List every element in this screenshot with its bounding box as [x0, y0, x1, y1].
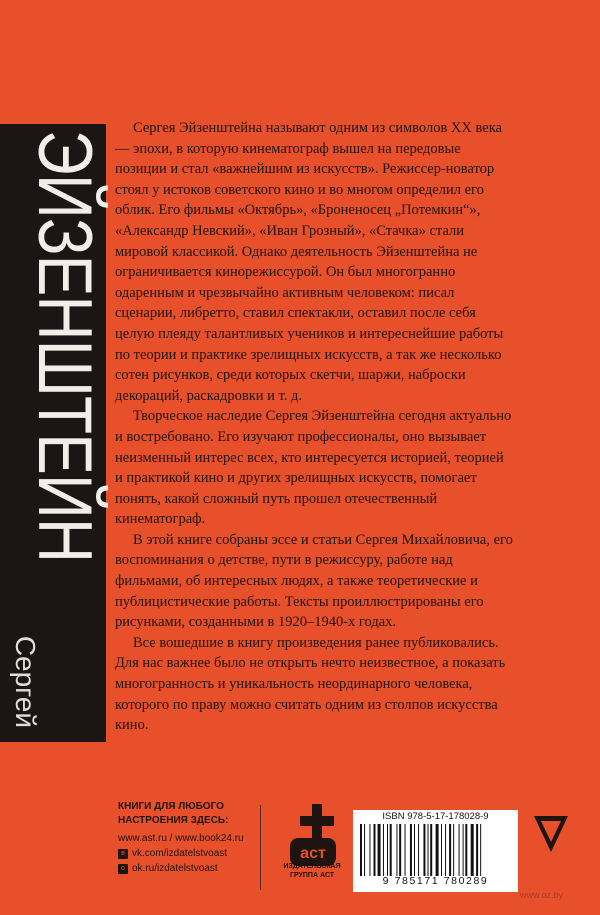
- barcode-bar: [374, 824, 376, 876]
- barcode-bar: [465, 824, 467, 876]
- barcode-bar: [441, 824, 442, 876]
- barcode-bar: [471, 824, 474, 876]
- barcode-bar: [430, 824, 432, 876]
- spine-title-block: [0, 124, 106, 742]
- barcode-bar: [414, 824, 415, 876]
- vk-link-text: vk.com/izdatelstvoast: [132, 848, 228, 859]
- age-rating-badge: [528, 810, 574, 856]
- spine-panel: [0, 124, 106, 742]
- spine-surname: ЭЙЗЕНШТЕЙН: [22, 130, 107, 563]
- barcode-bar: [390, 824, 392, 876]
- barcode-bar: [405, 824, 406, 876]
- barcode-bar: [410, 824, 412, 876]
- watermark: www.oz.by: [520, 890, 564, 900]
- ast-logo-text: аст: [300, 845, 326, 862]
- book-description: [115, 118, 515, 736]
- ast-logo-icon: [278, 800, 348, 900]
- barcode-bar: [449, 824, 451, 876]
- barcode-bar: [476, 824, 478, 876]
- barcode-bar: [383, 824, 384, 876]
- barcode-bar: [453, 824, 454, 876]
- barcode-bar: [378, 824, 381, 876]
- barcode-bar: [396, 824, 397, 876]
- barcode-bar: [459, 824, 460, 876]
- barcode-bar: [369, 824, 370, 876]
- barcode-bar: [480, 824, 481, 876]
- barcode-bar: [463, 824, 464, 876]
- description-paragraph: Творческое наследие Сергея Эйзенштейна сегодня актуально и востребовано. Его изучают профессионалы, оно вызывает неизменный интерес всех, кто интересуется историей, теорией и практикой кино и других зрелищных искусств, помогает понять, какой сложный путь прошел отечественный кинематограф.: [115, 408, 512, 528]
- publisher-caption-line2: ГРУППА АСТ: [290, 872, 334, 879]
- publisher-caption: [272, 862, 352, 880]
- vk-link[interactable]: [118, 846, 268, 861]
- barcode-bar: [436, 824, 439, 876]
- ok-icon: о: [118, 864, 128, 874]
- website-links[interactable]: www.ast.ru / www.book24.ru: [118, 833, 244, 844]
- description-paragraph: Все вошедшие в книгу произведения ранее публиковались. Для нас важнее было не открыть нечто неизвестное, а показать многогранность и уникальность неординарного человека, которого по праву можно считать одним из столпов искусства кино.: [115, 634, 506, 734]
- barcode-bar: [445, 824, 446, 876]
- promo-title-line2: НАСТРОЕНИЯ ЗДЕСЬ:: [118, 815, 229, 826]
- publisher-caption-line1: ИЗДАТЕЛЬСКАЯ: [283, 863, 341, 870]
- barcode-bar: [387, 824, 388, 876]
- barcode-icon: [360, 824, 511, 876]
- barcode-bar: [399, 824, 401, 876]
- isbn-number: ISBN 978-5-17-178028-9: [382, 811, 489, 822]
- promo-title-line1: КНИГИ ДЛЯ ЛЮБОГО: [118, 801, 224, 812]
- isbn-barcode: [353, 810, 518, 892]
- ean-digits: 9 785171 780289: [382, 875, 489, 887]
- barcode-bar: [423, 824, 425, 876]
- footer-divider: [260, 805, 261, 890]
- barcode-bar: [360, 824, 362, 876]
- description-paragraph: В этой книге собраны эссе и статьи Сергея Михайловича, его воспоминания о детстве, пути в режиссуру, работе над фильмами, об интересных людях, а также теоретические и публицистические работы. Тексты проиллюстрированы его рисунками, созданными в 1920–1940-х годах.: [115, 531, 513, 631]
- publisher-promo: [118, 800, 268, 876]
- vk-icon: в: [118, 849, 128, 859]
- barcode-bar: [364, 824, 365, 876]
- ok-link-text: ok.ru/izdatelstvoast: [132, 863, 218, 874]
- spine-first-name: Сергей: [10, 635, 41, 728]
- back-cover-footer: [0, 790, 600, 915]
- description-paragraph: Сергея Эйзенштейна называют одним из символов XX века — эпохи, в которую кинематограф вышел на передовые позиции и стал «важнейшим из искусств». Режиссер-новатор стоял у истоков советского кино и во многом определил его облик. Его фильмы «Октябрь», «Броненосец „Потемкин“», «Александр Невский», «Иван Грозный», «Стачка» стали мировой классикой. Однако деятельность Эйзенштейна не ограничивается кинорежиссурой. Он был многогранно одаренным и чрезвычайно активным человеком: писал сценарии, либретто, ставил спектакли, оставил после себя целую плеяду талантливых учеников и интереснейшие работы по теории и практике зрелищных искусств, а так же несколько сотен рисунков, среди которых скетчи, шаржи, наброски декораций, раскадровки и т. д.: [115, 120, 504, 404]
- ok-link[interactable]: [118, 861, 268, 876]
- barcode-bar: [428, 824, 429, 876]
- barcode-bar: [418, 824, 419, 876]
